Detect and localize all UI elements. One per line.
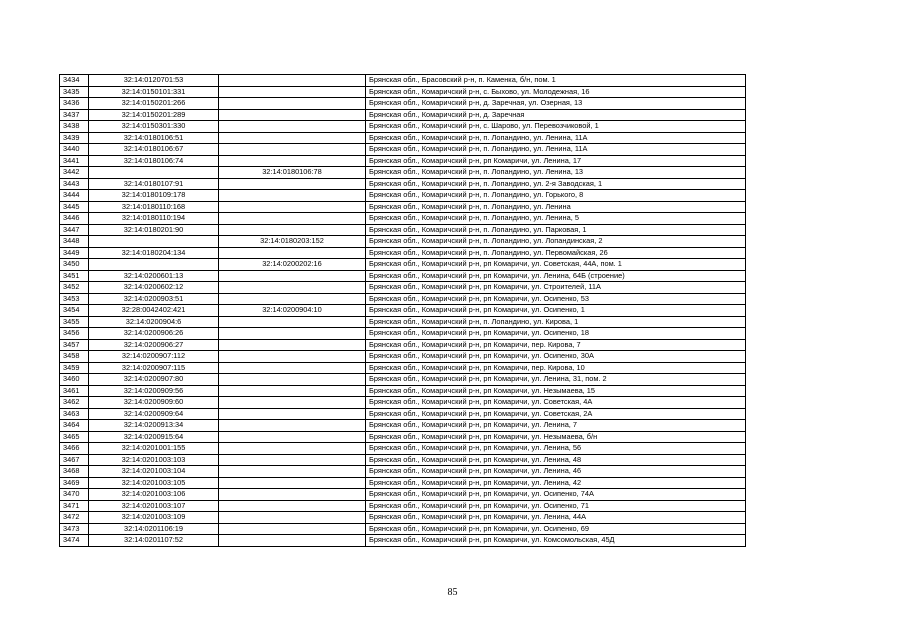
table-row [60, 282, 746, 294]
address-cell: Брянская обл., Комаричский р-н, рп Комаричи, ул. Строителей, 11А [366, 282, 746, 294]
row-number-cell: 3468 [60, 466, 89, 478]
related-cadastral-number-cell [219, 282, 366, 294]
row-number-cell: 3435 [60, 86, 89, 98]
row-number-cell: 3470 [60, 489, 89, 501]
address-cell: Брянская обл., Комаричский р-н, рп Комаричи, ул. Осипенко, 69 [366, 523, 746, 535]
table-row [60, 535, 746, 547]
related-cadastral-number-cell [219, 443, 366, 455]
address-cell: Брянская обл., Комаричский р-н, рп Комаричи, ул. Осипенко, 1 [366, 305, 746, 317]
address-cell: Брянская обл., Комаричский р-н, рп Комаричи, пер. Кирова, 10 [366, 362, 746, 374]
related-cadastral-number-cell [219, 328, 366, 340]
table-row [60, 523, 746, 535]
cadastral-number-cell: 32:14:0200909:56 [89, 385, 219, 397]
row-number-cell: 3452 [60, 282, 89, 294]
address-cell: Брянская обл., Комаричский р-н, рп Комаричи, ул. Советская, 4А [366, 397, 746, 409]
related-cadastral-number-cell [219, 86, 366, 98]
cadastral-number-cell: 32:28:0042402:421 [89, 305, 219, 317]
related-cadastral-number-cell [219, 213, 366, 225]
related-cadastral-number-cell [219, 339, 366, 351]
address-cell: Брянская обл., Комаричский р-н, рп Комаричи, ул. Ленина, 64Б (строение) [366, 270, 746, 282]
table-row [60, 132, 746, 144]
cadastral-number-cell: 32:14:0200903:51 [89, 293, 219, 305]
table-row [60, 109, 746, 121]
table-row [60, 247, 746, 259]
table-row [60, 201, 746, 213]
address-cell: Брянская обл., Комаричский р-н, рп Комаричи, ул. Осипенко, 30А [366, 351, 746, 363]
cadastral-number-cell: 32:14:0200913:34 [89, 420, 219, 432]
cadastral-number-cell: 32:14:0200909:64 [89, 408, 219, 420]
related-cadastral-number-cell [219, 293, 366, 305]
cadastral-number-cell [89, 259, 219, 271]
row-number-cell: 3437 [60, 109, 89, 121]
related-cadastral-number-cell [219, 500, 366, 512]
address-cell: Брянская обл., Комаричский р-н, рп Комаричи, ул. Ленина, 17 [366, 155, 746, 167]
related-cadastral-number-cell [219, 408, 366, 420]
row-number-cell: 3442 [60, 167, 89, 179]
cadastral-number-cell: 32:14:0201107:52 [89, 535, 219, 547]
row-number-cell: 3466 [60, 443, 89, 455]
address-cell: Брянская обл., Комаричский р-н, рп Комаричи, ул. Незымаева, 15 [366, 385, 746, 397]
address-cell: Брянская обл., Комаричский р-н, рп Комаричи, ул. Ленина, 48 [366, 454, 746, 466]
address-cell: Брянская обл., Брасовский р-н, п. Каменка, б/н, пом. 1 [366, 75, 746, 87]
related-cadastral-number-cell [219, 454, 366, 466]
address-cell: Брянская обл., Комаричский р-н, п. Лопандино, ул. Кирова, 1 [366, 316, 746, 328]
row-number-cell: 3438 [60, 121, 89, 133]
table-row [60, 155, 746, 167]
cadastral-number-cell: 32:14:0150301:330 [89, 121, 219, 133]
related-cadastral-number-cell [219, 362, 366, 374]
address-cell: Брянская обл., Комаричский р-н, п. Лопандино, ул. Ленина [366, 201, 746, 213]
row-number-cell: 3462 [60, 397, 89, 409]
table-row [60, 466, 746, 478]
cadastral-number-cell: 32:14:0200602:12 [89, 282, 219, 294]
table-row [60, 270, 746, 282]
cadastral-number-cell: 32:14:0180109:178 [89, 190, 219, 202]
table-row [60, 374, 746, 386]
related-cadastral-number-cell [219, 351, 366, 363]
cadastral-number-cell: 32:14:0150101:331 [89, 86, 219, 98]
related-cadastral-number-cell [219, 489, 366, 501]
related-cadastral-number-cell [219, 190, 366, 202]
row-number-cell: 3472 [60, 512, 89, 524]
row-number-cell: 3441 [60, 155, 89, 167]
row-number-cell: 3463 [60, 408, 89, 420]
table-row [60, 121, 746, 133]
row-number-cell: 3444 [60, 190, 89, 202]
address-cell: Брянская обл., Комаричский р-н, рп Комаричи, ул. Ленина, 56 [366, 443, 746, 455]
row-number-cell: 3469 [60, 477, 89, 489]
address-cell: Брянская обл., Комаричский р-н, д. Заречная, ул. Озерная, 13 [366, 98, 746, 110]
address-cell: Брянская обл., Комаричский р-н, п. Лопандино, ул. Ленина, 13 [366, 167, 746, 179]
property-table [59, 74, 746, 547]
related-cadastral-number-cell: 32:14:0180106:78 [219, 167, 366, 179]
cadastral-number-cell: 32:14:0180107:91 [89, 178, 219, 190]
related-cadastral-number-cell: 32:14:0200202:16 [219, 259, 366, 271]
table-row [60, 420, 746, 432]
table-row [60, 316, 746, 328]
related-cadastral-number-cell [219, 75, 366, 87]
table-row [60, 86, 746, 98]
address-cell: Брянская обл., Комаричский р-н, рп Комаричи, пер. Кирова, 7 [366, 339, 746, 351]
address-cell: Брянская обл., Комаричский р-н, п. Лопандино, ул. Первомайская, 26 [366, 247, 746, 259]
table-row [60, 144, 746, 156]
table-row [60, 213, 746, 225]
related-cadastral-number-cell [219, 247, 366, 259]
table-row [60, 431, 746, 443]
row-number-cell: 3456 [60, 328, 89, 340]
related-cadastral-number-cell [219, 523, 366, 535]
cadastral-number-cell: 32:14:0200906:26 [89, 328, 219, 340]
address-cell: Брянская обл., Комаричский р-н, п. Лопандино, ул. Лопандинская, 2 [366, 236, 746, 248]
address-cell: Брянская обл., Комаричский р-н, п. Лопандино, ул. Парковая, 1 [366, 224, 746, 236]
related-cadastral-number-cell [219, 397, 366, 409]
cadastral-number-cell: 32:14:0201003:103 [89, 454, 219, 466]
cadastral-number-cell [89, 236, 219, 248]
row-number-cell: 3458 [60, 351, 89, 363]
table-row [60, 443, 746, 455]
row-number-cell: 3445 [60, 201, 89, 213]
related-cadastral-number-cell [219, 144, 366, 156]
row-number-cell: 3460 [60, 374, 89, 386]
row-number-cell: 3459 [60, 362, 89, 374]
cadastral-number-cell: 32:14:0120701:53 [89, 75, 219, 87]
cadastral-number-cell: 32:14:0201003:104 [89, 466, 219, 478]
table-row [60, 454, 746, 466]
address-cell: Брянская обл., Комаричский р-н, рп Комаричи, ул. Ленина, 46 [366, 466, 746, 478]
related-cadastral-number-cell [219, 270, 366, 282]
cadastral-number-cell: 32:14:0150201:266 [89, 98, 219, 110]
related-cadastral-number-cell: 32:14:0200904:10 [219, 305, 366, 317]
row-number-cell: 3439 [60, 132, 89, 144]
related-cadastral-number-cell [219, 535, 366, 547]
related-cadastral-number-cell [219, 132, 366, 144]
page-number: 85 [447, 587, 458, 598]
row-number-cell: 3447 [60, 224, 89, 236]
address-cell: Брянская обл., Комаричский р-н, рп Комаричи, ул. Осипенко, 74А [366, 489, 746, 501]
cadastral-number-cell: 32:14:0201003:105 [89, 477, 219, 489]
table-row [60, 512, 746, 524]
cadastral-number-cell: 32:14:0180201:90 [89, 224, 219, 236]
related-cadastral-number-cell [219, 420, 366, 432]
row-number-cell: 3450 [60, 259, 89, 271]
cadastral-number-cell: 32:14:0200907:112 [89, 351, 219, 363]
table-row [60, 500, 746, 512]
table-row [60, 98, 746, 110]
table-row [60, 178, 746, 190]
table-row [60, 259, 746, 271]
address-cell: Брянская обл., Комаричский р-н, д. Заречная [366, 109, 746, 121]
row-number-cell: 3455 [60, 316, 89, 328]
row-number-cell: 3467 [60, 454, 89, 466]
row-number-cell: 3434 [60, 75, 89, 87]
row-number-cell: 3464 [60, 420, 89, 432]
table-row [60, 477, 746, 489]
row-number-cell: 3465 [60, 431, 89, 443]
related-cadastral-number-cell [219, 155, 366, 167]
table-row [60, 362, 746, 374]
table-row [60, 351, 746, 363]
address-cell: Брянская обл., Комаричский р-н, рп Комаричи, ул. Ленина, 44А [366, 512, 746, 524]
cadastral-number-cell: 32:14:0201003:107 [89, 500, 219, 512]
address-cell: Брянская обл., Комаричский р-н, рп Комаричи, ул. Ленина, 31, пом. 2 [366, 374, 746, 386]
related-cadastral-number-cell [219, 201, 366, 213]
cadastral-number-cell: 32:14:0200909:60 [89, 397, 219, 409]
row-number-cell: 3457 [60, 339, 89, 351]
row-number-cell: 3448 [60, 236, 89, 248]
address-cell: Брянская обл., Комаричский р-н, п. Лопандино, ул. Ленина, 11А [366, 144, 746, 156]
row-number-cell: 3461 [60, 385, 89, 397]
address-cell: Брянская обл., Комаричский р-н, рп Комаричи, ул. Советская, 44А, пом. 1 [366, 259, 746, 271]
cadastral-number-cell: 32:14:0200906:27 [89, 339, 219, 351]
row-number-cell: 3454 [60, 305, 89, 317]
address-cell: Брянская обл., Комаричский р-н, с. Шарово, ул. Перевозчиковой, 1 [366, 121, 746, 133]
row-number-cell: 3471 [60, 500, 89, 512]
address-cell: Брянская обл., Комаричский р-н, п. Лопандино, ул. Ленина, 11А [366, 132, 746, 144]
cadastral-number-cell: 32:14:0180106:67 [89, 144, 219, 156]
address-cell: Брянская обл., Комаричский р-н, рп Комаричи, ул. Осипенко, 71 [366, 500, 746, 512]
address-cell: Брянская обл., Комаричский р-н, п. Лопандино, ул. Ленина, 5 [366, 213, 746, 225]
related-cadastral-number-cell [219, 374, 366, 386]
cadastral-number-cell: 32:14:0180106:74 [89, 155, 219, 167]
cadastral-number-cell: 32:14:0180106:51 [89, 132, 219, 144]
address-cell: Брянская обл., Комаричский р-н, рп Комаричи, ул. Ленина, 42 [366, 477, 746, 489]
related-cadastral-number-cell [219, 431, 366, 443]
cadastral-number-cell: 32:14:0180204:134 [89, 247, 219, 259]
table-row [60, 293, 746, 305]
address-cell: Брянская обл., Комаричский р-н, п. Лопандино, ул. 2-я Заводская, 1 [366, 178, 746, 190]
cadastral-number-cell [89, 167, 219, 179]
row-number-cell: 3453 [60, 293, 89, 305]
row-number-cell: 3451 [60, 270, 89, 282]
cadastral-number-cell: 32:14:0201003:106 [89, 489, 219, 501]
cadastral-number-cell: 32:14:0201003:109 [89, 512, 219, 524]
related-cadastral-number-cell [219, 477, 366, 489]
table-row [60, 489, 746, 501]
related-cadastral-number-cell [219, 98, 366, 110]
address-cell: Брянская обл., Комаричский р-н, рп Комаричи, ул. Ленина, 7 [366, 420, 746, 432]
table-row [60, 408, 746, 420]
related-cadastral-number-cell [219, 466, 366, 478]
table-row [60, 224, 746, 236]
row-number-cell: 3440 [60, 144, 89, 156]
cadastral-number-cell: 32:14:0200915:64 [89, 431, 219, 443]
table-row [60, 385, 746, 397]
related-cadastral-number-cell [219, 512, 366, 524]
cadastral-number-cell: 32:14:0200904:6 [89, 316, 219, 328]
row-number-cell: 3449 [60, 247, 89, 259]
address-cell: Брянская обл., Комаричский р-н, рп Комаричи, ул. Советская, 2А [366, 408, 746, 420]
row-number-cell: 3436 [60, 98, 89, 110]
related-cadastral-number-cell [219, 316, 366, 328]
address-cell: Брянская обл., Комаричский р-н, рп Комаричи, ул. Осипенко, 18 [366, 328, 746, 340]
address-cell: Брянская обл., Комаричский р-н, п. Лопандино, ул. Горького, 8 [366, 190, 746, 202]
related-cadastral-number-cell [219, 121, 366, 133]
table-row [60, 236, 746, 248]
cadastral-number-cell: 32:14:0180110:194 [89, 213, 219, 225]
cadastral-number-cell: 32:14:0201001:155 [89, 443, 219, 455]
table-row [60, 75, 746, 87]
row-number-cell: 3474 [60, 535, 89, 547]
related-cadastral-number-cell [219, 178, 366, 190]
address-cell: Брянская обл., Комаричский р-н, рп Комаричи, ул. Осипенко, 53 [366, 293, 746, 305]
related-cadastral-number-cell [219, 109, 366, 121]
cadastral-number-cell: 32:14:0201106:19 [89, 523, 219, 535]
related-cadastral-number-cell: 32:14:0180203:152 [219, 236, 366, 248]
table-row [60, 305, 746, 317]
table-row [60, 190, 746, 202]
related-cadastral-number-cell [219, 224, 366, 236]
table-row [60, 328, 746, 340]
row-number-cell: 3443 [60, 178, 89, 190]
cadastral-number-cell: 32:14:0200601:13 [89, 270, 219, 282]
row-number-cell: 3446 [60, 213, 89, 225]
cadastral-number-cell: 32:14:0200907:115 [89, 362, 219, 374]
table-row [60, 397, 746, 409]
address-cell: Брянская обл., Комаричский р-н, с. Быхово, ул. Молодежная, 16 [366, 86, 746, 98]
related-cadastral-number-cell [219, 385, 366, 397]
row-number-cell: 3473 [60, 523, 89, 535]
table-row [60, 339, 746, 351]
address-cell: Брянская обл., Комаричский р-н, рп Комаричи, ул. Незымаева, б/н [366, 431, 746, 443]
table-row [60, 167, 746, 179]
cadastral-number-cell: 32:14:0180110:168 [89, 201, 219, 213]
cadastral-number-cell: 32:14:0200907:80 [89, 374, 219, 386]
property-table-body [60, 75, 746, 547]
cadastral-number-cell: 32:14:0150201:289 [89, 109, 219, 121]
address-cell: Брянская обл., Комаричский р-н, рп Комаричи, ул. Комсомольская, 45Д [366, 535, 746, 547]
